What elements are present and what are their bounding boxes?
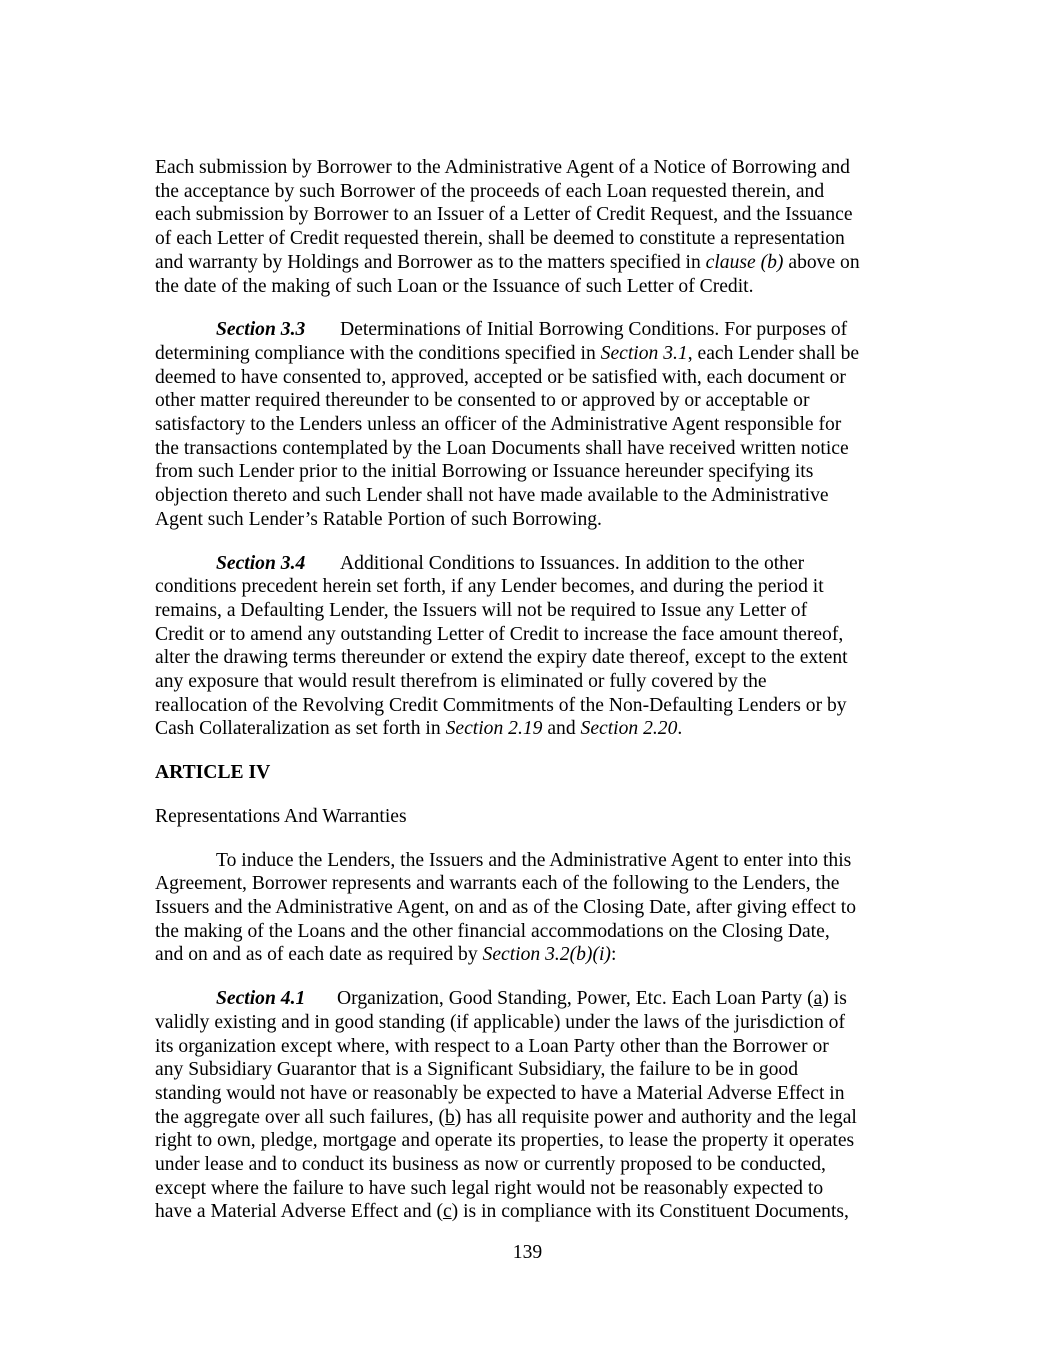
clause-marker: b xyxy=(444,1106,455,1128)
text-line xyxy=(155,987,915,1011)
text-span: above on xyxy=(783,251,860,273)
article-heading: ARTICLE IV xyxy=(155,762,271,784)
section-3-4 xyxy=(155,552,915,742)
text-line: remains, a Defaulting Lender, the Issuers will not be required to Issue any Letter of xyxy=(155,599,808,621)
text-span: , each Lender shall be xyxy=(687,342,860,364)
text-span: ) is in compliance with its Constituent Documents, xyxy=(451,1201,849,1223)
document-page xyxy=(155,156,915,1224)
text-span: Organization, Good Standing, Power, Etc. Each Loan Party ( xyxy=(337,988,814,1010)
text-span: ) is xyxy=(822,988,847,1010)
text-span: ) has all requisite power and authority and the legal xyxy=(454,1106,857,1128)
section-reference: Section 2.20 xyxy=(580,718,678,740)
section-title: Determinations of Initial Borrowing Conditions. For purposes of xyxy=(340,319,848,341)
text-line: reallocation of the Revolving Credit Commitments of the Non-Defaulting Lenders or by xyxy=(155,694,847,716)
section-number: Section 3.4 xyxy=(216,552,306,574)
article-title: Representations And Warranties xyxy=(155,805,407,827)
text-line: Issuers and the Administrative Agent, on and as of the Closing Date, after giving effect to xyxy=(155,896,857,918)
clause-marker: a xyxy=(813,988,823,1010)
text-line xyxy=(155,251,915,275)
text-line: alter the drawing terms thereunder or extend the expiry date thereof, except to the extent xyxy=(155,647,848,669)
text-line: the acceptance by such Borrower of the proceeds of each Loan requested therein, and xyxy=(155,180,825,202)
text-line xyxy=(155,943,915,967)
text-line: satisfactory to the Lenders unless an officer of the Administrative Agent responsible for xyxy=(155,414,842,436)
text-line: each submission by Borrower to an Issuer of a Letter of Credit Request, and the Issuance xyxy=(155,204,853,226)
text-line xyxy=(155,717,915,741)
text-line: To induce the Lenders, the Issuers and the Administrative Agent to enter into this xyxy=(216,849,852,871)
text-line: Agent such Lender’s Ratable Portion of such Borrowing. xyxy=(155,508,602,530)
text-span: determining compliance with the conditions specified in xyxy=(155,342,601,364)
section-reference: Section 3.2(b)(i) xyxy=(482,944,611,966)
clause-reference: clause (b) xyxy=(705,251,784,273)
text-line: deemed to have consented to, approved, accepted or be satisfied with, each document or xyxy=(155,366,846,388)
text-line xyxy=(155,1106,915,1130)
text-line xyxy=(155,318,915,342)
section-title: Additional Conditions to Issuances. In addition to the other xyxy=(340,552,805,574)
text-line: standing would not have or reasonably be expected to have a Material Adverse Effect in xyxy=(155,1082,845,1104)
text-span: the aggregate over all such failures, ( xyxy=(155,1106,445,1128)
text-span: Cash Collateralization as set forth in xyxy=(155,718,446,740)
text-span: and on and as of each date as required by xyxy=(155,944,483,966)
text-line: its organization except where, with respect to a Loan Party other than the Borrower or xyxy=(155,1035,829,1057)
text-line: the date of the making of such Loan or the Issuance of such Letter of Credit. xyxy=(155,275,754,297)
section-number: Section 3.3 xyxy=(216,319,306,341)
text-span: . xyxy=(677,718,683,740)
text-line: validly existing and in good standing (if applicable) under the laws of the jurisdiction of xyxy=(155,1011,845,1033)
text-line: right to own, pledge, mortgage and operate its properties, to lease the property it operates xyxy=(155,1130,855,1152)
text-span: and xyxy=(542,718,581,740)
text-line: the transactions contemplated by the Loan Documents shall have received written notice xyxy=(155,437,849,459)
text-span: have a Material Adverse Effect and ( xyxy=(155,1201,443,1223)
text-line: Credit or to amend any outstanding Letter of Credit to increase the face amount thereof, xyxy=(155,623,844,645)
section-reference: Section 3.1 xyxy=(600,342,688,364)
text-line xyxy=(155,552,915,576)
text-line xyxy=(155,1200,915,1224)
text-line: under lease and to conduct its business as now or currently proposed to be conducted, xyxy=(155,1154,826,1176)
section-3-3 xyxy=(155,318,915,531)
paragraph-inducement xyxy=(155,849,915,968)
section-4-1 xyxy=(155,987,915,1224)
text-line: objection thereto and such Lender shall not have made available to the Administrative xyxy=(155,485,829,507)
text-line: Each submission by Borrower to the Administrative Agent of a Notice of Borrowing and xyxy=(155,157,850,178)
text-span: : xyxy=(610,944,617,966)
page-number: 139 xyxy=(512,1242,543,1263)
paragraph-deemed-representation xyxy=(155,156,915,298)
text-line: any Subsidiary Guarantor that is a Significant Subsidiary, the failure to be in good xyxy=(155,1059,799,1081)
section-number: Section 4.1 xyxy=(216,988,306,1010)
text-line: other matter required thereunder to be consented to or approved by or acceptable or xyxy=(155,390,810,412)
text-span: and warranty by Holdings and Borrower as to the matters specified in xyxy=(155,251,706,273)
text-line: any exposure that would result therefrom is eliminated or fully covered by the xyxy=(155,671,767,693)
section-reference: Section 2.19 xyxy=(445,718,543,740)
text-line: the making of the Loans and the other financial accommodations on the Closing Date, xyxy=(155,920,830,942)
text-line: of each Letter of Credit requested therein, shall be deemed to constitute a representation xyxy=(155,228,845,250)
text-line xyxy=(155,342,915,366)
text-line: except where the failure to have such legal right would not be reasonably expected to xyxy=(155,1177,824,1199)
clause-marker: c xyxy=(442,1201,452,1223)
text-line: from such Lender prior to the initial Borrowing or Issuance hereunder specifying its xyxy=(155,461,814,483)
text-line: Agreement, Borrower represents and warrants each of the following to the Lenders, the xyxy=(155,873,840,895)
text-line: conditions precedent herein set forth, if any Lender becomes, and during the period it xyxy=(155,576,824,598)
